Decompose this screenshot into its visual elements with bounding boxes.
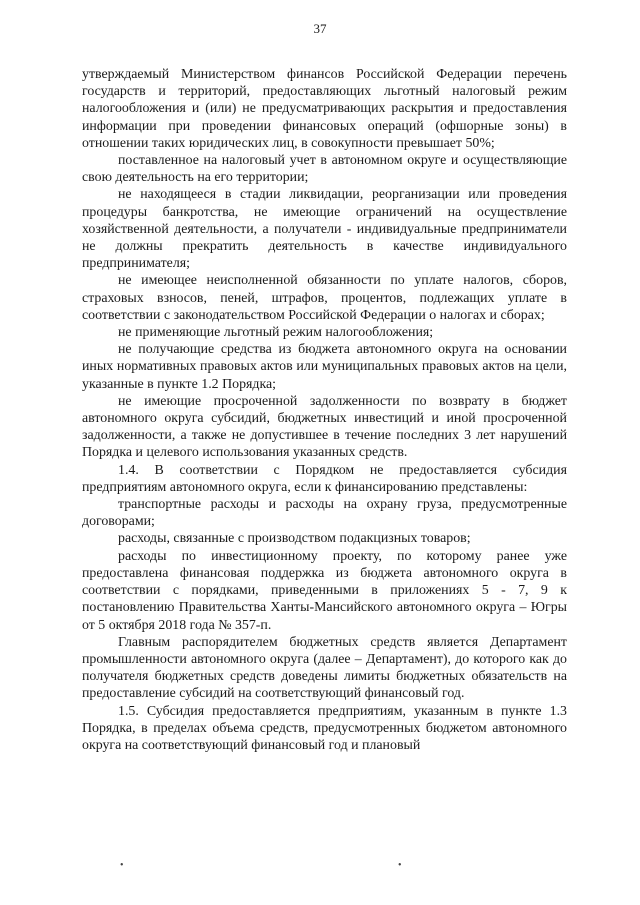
page-number: 37 [313, 21, 327, 36]
paragraph: поставленное на налоговый учет в автономном округе и осуществляющие свою деятельность на его территории; [82, 153, 567, 186]
section-paragraph-1-4: 1.4. В соответствии с Порядком не предоставляется субсидия предприятиям автономного округа, если к финансированию представлены: [82, 462, 567, 495]
paragraph: транспортные расходы и расходы на охрану груза, предусмотренные договорами; [82, 497, 567, 530]
paragraph: не имеющее неисполненной обязанности по уплате налогов, сборов, страховых взносов, пеней, штрафов, процентов, подлежащих уплате в соответствии с законодательством Российской Федерации о налогах и сборах; [82, 273, 567, 323]
paragraph: Главным распорядителем бюджетных средств является Департамент промышленности автономного округа (далее – Департамент), до которого как до получателя бюджетных средств доведены лимиты бюджетных обязательств на предоставление субсидий на соответствующий финансовый год. [82, 634, 567, 702]
paragraph: не имеющие просроченной задолженности по возврату в бюджет автономного округа субсидий, бюджетных инвестиций и иной просроченной задолженности, а также не допустившее в течение последних 3 лет нарушений Порядка и целевого использования указанных средств. [82, 393, 567, 461]
scan-mark: • [398, 860, 402, 871]
paragraph: расходы по инвестиционному проекту, по которому ранее уже предоставлена финансовая поддержка из бюджета автономного округа в соответствии с порядками, приведенными в приложениях 5 - 7, 9 к постановлению Правительства Ханты-Мансийского автономного округа – Югры от 5 октября 2018 года № 357-п. [82, 548, 567, 633]
paragraph: не находящееся в стадии ликвидации, реорганизации или проведения процедуры банкротства, не имеющие ограничений на осуществление хозяйственной деятельности, а получатели - индивидуальные предприниматели не должны прекратить деятельность в качестве индивидуального предпринимателя; [82, 187, 567, 272]
scan-mark: • [120, 860, 124, 871]
section-paragraph-1-5: 1.5. Субсидия предоставляется предприятиям, указанным в пункте 1.3 Порядка, в пределах объема средств, предусмотренных бюджетом автономного округа на соответствующий финансовый год и плановый [82, 703, 567, 753]
paragraph: не применяющие льготный режим налогообложения; [118, 325, 434, 341]
paragraph-continuation: утверждаемый Министерством финансов Российской Федерации перечень государств и территорий, предоставляющих льготный налоговый режим налогообложения и (или) не предусматривающих раскрытия и предоставления информации при проведении финансовых операций (офшорные зоны) в отношении таких юридических лиц, в совокупности превышает 50%; [82, 67, 567, 151]
paragraph: не получающие средства из бюджета автономного округа на основании иных нормативных правовых актов или муниципальных правовых актов на цели, указанные в пункте 1.2 Порядка; [82, 342, 567, 392]
body-text [82, 66, 567, 754]
paragraph: расходы, связанные с производством подакцизных товаров; [118, 531, 471, 547]
